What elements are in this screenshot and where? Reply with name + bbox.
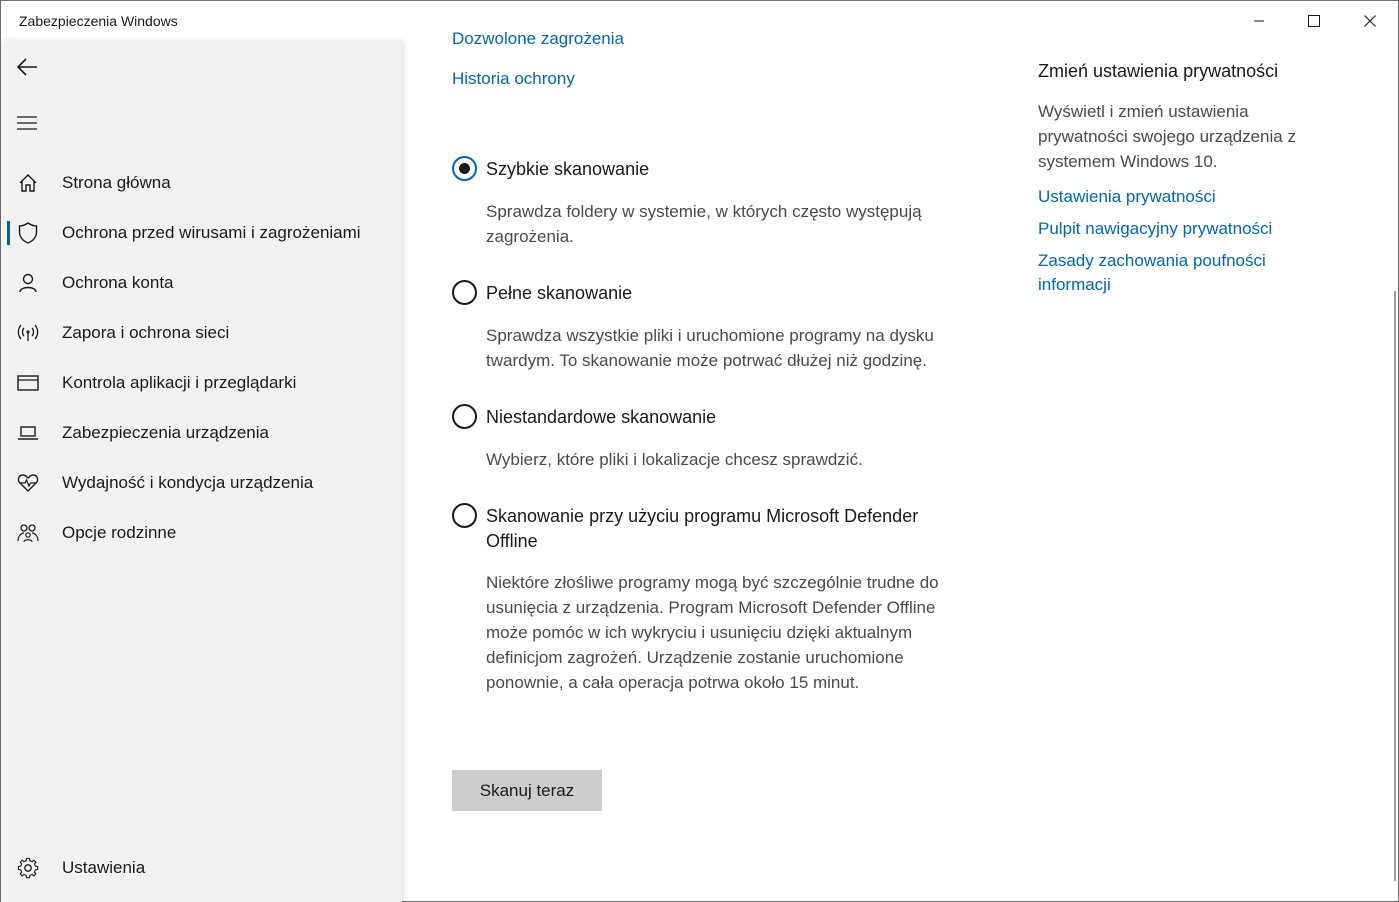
sidebar-item-app-browser[interactable]: [1, 360, 402, 406]
back-arrow-icon: [15, 57, 39, 77]
sidebar-item-label: Wydajność i kondycja urządzenia: [62, 473, 314, 492]
heart-pulse-icon: [17, 472, 39, 494]
radio-label: Pełne skanowanie: [486, 283, 633, 303]
privacy-statement-link[interactable]: Zasady zachowania poufności informacji: [1038, 251, 1266, 294]
sidebar-item-label: Strona główna: [62, 173, 171, 192]
maximize-button[interactable]: [1286, 1, 1342, 41]
privacy-description: Wyświetl i zmień ustawienia prywatności swojego urządzenia z systemem Windows 10.: [1038, 102, 1296, 171]
radio-description: Sprawdza foldery w systemie, w których często występują zagrożenia.: [486, 202, 922, 246]
main-content: [402, 29, 1022, 902]
radio-button[interactable]: [452, 156, 477, 181]
sidebar: [1, 41, 402, 902]
back-button[interactable]: [11, 51, 43, 83]
family-icon: [17, 522, 39, 544]
laptop-icon: [17, 422, 39, 444]
sidebar-item-virus-protection[interactable]: [1, 210, 402, 256]
radio-description: Sprawdza wszystkie pliki i uruchomione programy na dysku twardym. To skanowanie może potrwać dłużej niż godzinę.: [486, 326, 934, 370]
menu-button[interactable]: [11, 107, 43, 139]
person-icon: [17, 272, 39, 294]
privacy-settings-link[interactable]: Ustawienia prywatności: [1038, 187, 1216, 206]
sidebar-item-label: Ochrona przed wirusami i zagrożeniami: [62, 223, 361, 242]
sidebar-item-performance[interactable]: [1, 460, 402, 506]
close-icon: [1364, 15, 1376, 27]
minimize-button[interactable]: [1231, 1, 1287, 41]
title-bar: [1, 1, 1398, 41]
window-title: Zabezpieczenia Windows: [19, 13, 178, 29]
maximize-icon: [1308, 15, 1320, 27]
gear-icon: [17, 857, 39, 879]
protection-history-link[interactable]: Historia ochrony: [452, 69, 575, 88]
close-button[interactable]: [1342, 1, 1398, 41]
scan-now-button[interactable]: Skanuj teraz: [452, 770, 602, 811]
privacy-dashboard-link[interactable]: Pulpit nawigacyjny prywatności: [1038, 219, 1273, 238]
sidebar-item-device-security[interactable]: [1, 410, 402, 456]
sidebar-item-settings[interactable]: [1, 845, 402, 891]
hamburger-icon: [17, 116, 37, 130]
home-icon: [17, 172, 39, 194]
radio-button[interactable]: [452, 280, 477, 305]
radio-description: Wybierz, które pliki i lokalizacje chcesz sprawdzić.: [486, 450, 863, 469]
shield-icon: [17, 222, 39, 244]
privacy-heading: Zmień ustawienia prywatności: [1038, 61, 1279, 81]
scrollbar[interactable]: [1394, 291, 1396, 881]
radio-label: Niestandardowe skanowanie: [486, 407, 717, 427]
app-window-icon: [17, 372, 39, 394]
sidebar-item-label: Kontrola aplikacji i przeglądarki: [62, 373, 297, 392]
sidebar-item-label: Zabezpieczenia urządzenia: [62, 423, 269, 442]
radio-label: Szybkie skanowanie: [486, 159, 650, 179]
sidebar-item-label: Opcje rodzinne: [62, 523, 177, 542]
sidebar-item-family[interactable]: [1, 510, 402, 556]
radio-button[interactable]: [452, 503, 477, 528]
minimize-icon: [1253, 15, 1265, 27]
radio-button[interactable]: [452, 404, 477, 429]
allowed-threats-link[interactable]: Dozwolone zagrożenia: [452, 29, 624, 48]
sidebar-item-label: Zapora i ochrona sieci: [62, 323, 230, 342]
sidebar-item-home[interactable]: [1, 160, 402, 206]
radio-description: Niektóre złośliwe programy mogą być szczególnie trudne do usunięcia z urządzenia. Program Microsoft Defender Offline może pomóc w ich wykryciu i usunięciu dzięki aktualnym definicjom zagrożeń. Urządzenie zostanie uruchomione ponownie, a cała operacja potrwa około 15 minut.: [486, 573, 939, 692]
sidebar-item-label: Ochrona konta: [62, 273, 174, 292]
radio-label: Skanowanie przy użyciu programu Microsoft Defender Offline: [486, 506, 919, 551]
wireless-icon: [17, 322, 39, 344]
sidebar-item-account[interactable]: [1, 260, 402, 306]
sidebar-item-label: Ustawienia: [62, 858, 146, 877]
sidebar-item-firewall[interactable]: [1, 310, 402, 356]
